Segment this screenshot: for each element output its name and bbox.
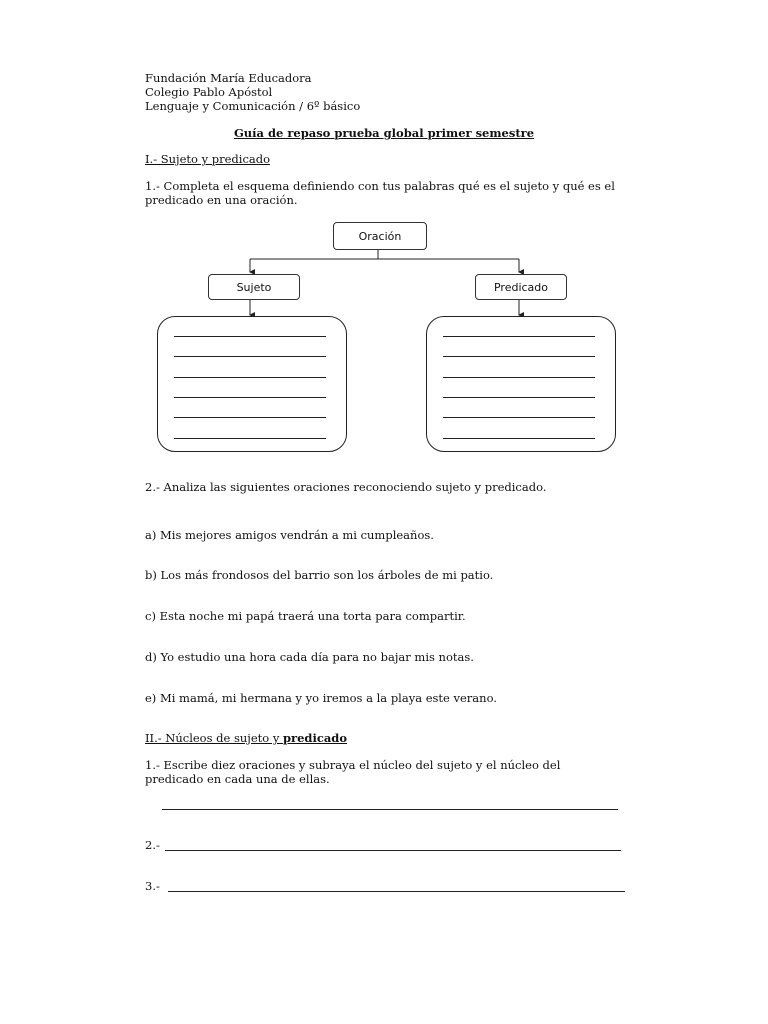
section2-heading (145, 731, 347, 745)
answer-line-3[interactable] (168, 891, 625, 892)
header-foundation: Fundación María Educadora (145, 71, 312, 85)
section1-heading: I.- Sujeto y predicado (145, 152, 271, 166)
sujeto-answer-box[interactable] (157, 316, 347, 452)
sentence-e: e) Mi mamá, mi hermana y yo iremos a la playa este verano. (145, 691, 497, 705)
predicado-answer-box[interactable] (426, 316, 616, 452)
diagram-node-oracion: Oración (333, 222, 427, 250)
sentence-d: d) Yo estudio una hora cada día para no bajar mis notas. (145, 650, 474, 664)
question-1-instructions: 1.- Completa el esquema definiendo con tus palabras qué es el sujeto y qué es el predicado en una oración. (145, 179, 615, 207)
diagram-node-predicado: Predicado (475, 274, 567, 300)
page-title: Guía de repaso prueba global primer semestre (233, 126, 535, 140)
answer-line-2-label: 2.- (145, 838, 160, 852)
header-school: Colegio Pablo Apóstol (145, 85, 273, 99)
answer-line-1[interactable] (162, 809, 618, 810)
diagram-node-sujeto: Sujeto (208, 274, 300, 300)
question-2-instructions: 2.- Analiza las siguientes oraciones reconociendo sujeto y predicado. (145, 480, 547, 494)
sentence-a: a) Mis mejores amigos vendrán a mi cumpleaños. (145, 528, 434, 542)
section2-instructions: 1.- Escribe diez oraciones y subraya el núcleo del sujeto y el núcleo del predicado en cada una de ellas. (145, 758, 561, 786)
answer-line-3-label: 3.- (145, 879, 160, 893)
header-subject: Lenguaje y Comunicación / 6º básico (145, 99, 361, 113)
sentence-b: b) Los más frondosos del barrio son los árboles de mi patio. (145, 568, 494, 582)
section2-heading-bold: predicado (283, 731, 348, 745)
section2-heading-text: II.- Núcleos de sujeto y (145, 731, 284, 745)
answer-line-2[interactable] (165, 850, 621, 851)
sentence-c: c) Esta noche mi papá traerá una torta para compartir. (145, 609, 466, 623)
